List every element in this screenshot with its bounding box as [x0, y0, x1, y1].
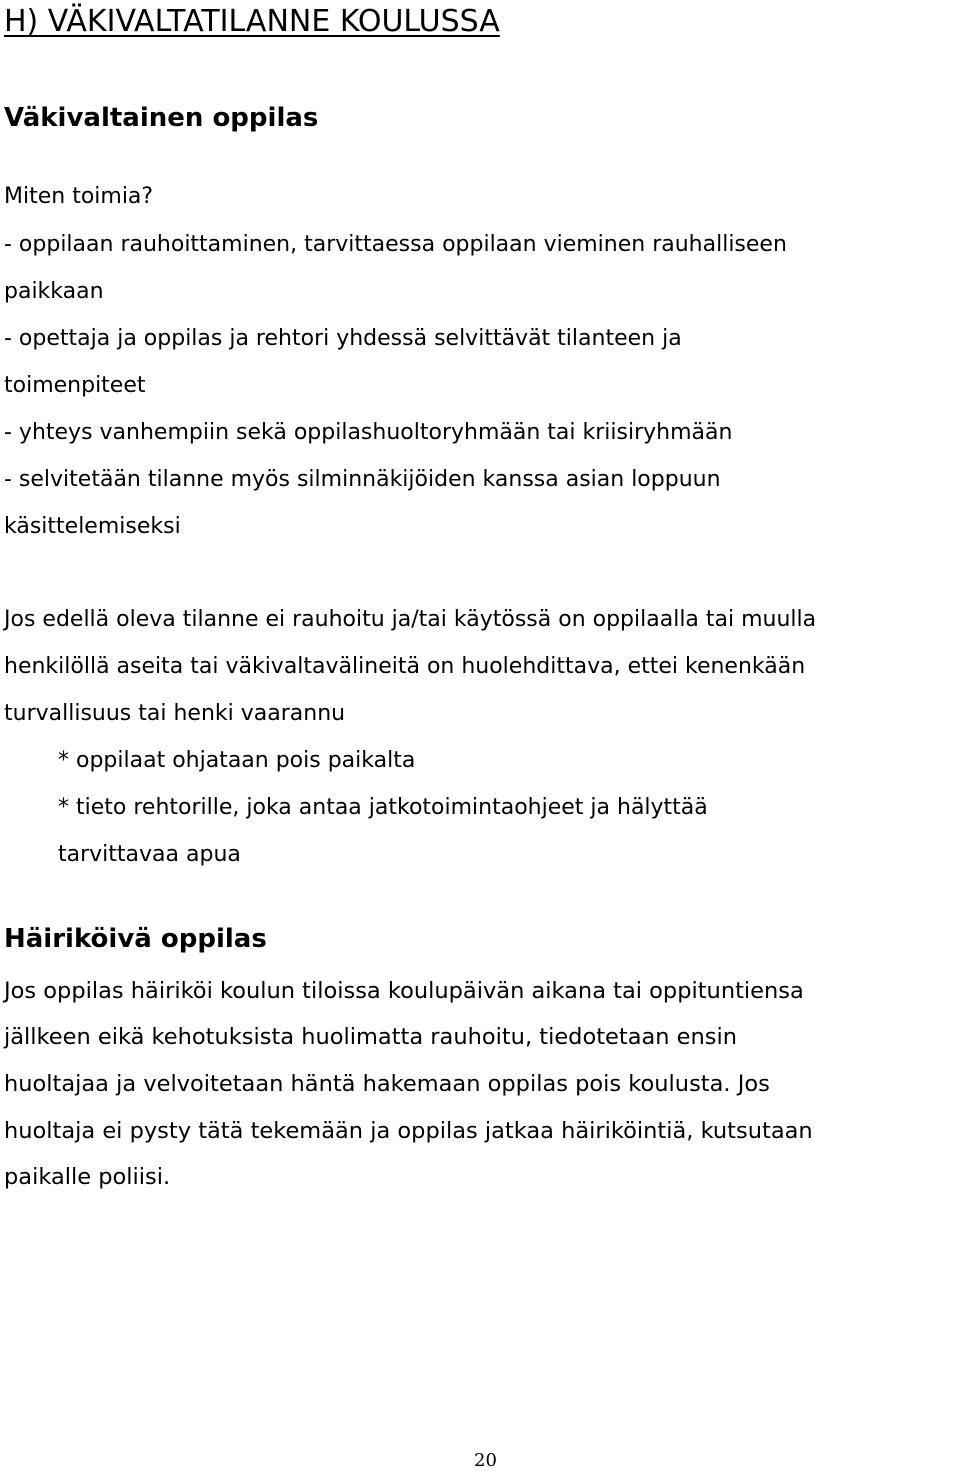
paragraph-line: paikalle poliisi.	[4, 1164, 171, 1190]
paragraph-line: jällkeen eikä kehotuksista huolimatta rauhoitu, tiedotetaan ensin	[4, 1024, 738, 1050]
instruction-line: - oppilaan rauhoittaminen, tarvittaessa oppilaan vieminen rauhalliseen	[4, 232, 787, 257]
instruction-line: - yhteys vanhempiin sekä oppilashuoltoryhmään tai kriisiryhmään	[4, 420, 733, 445]
instruction-line: - selvitetään tilanne myös silminnäkijöiden kanssa asian loppuun	[4, 467, 721, 492]
bullet-line: * tieto rehtorille, joka antaa jatkotoimintaohjeet ja hälyttää	[58, 795, 708, 820]
instruction-line: käsittelemiseksi	[4, 514, 181, 539]
paragraph-line: Jos oppilas häiriköi koulun tiloissa koulupäivän aikana tai oppituntiensa	[4, 978, 804, 1004]
page-number: 20	[474, 1450, 497, 1471]
page-title: H) VÄKIVALTATILANNE KOULUSSA	[4, 4, 500, 39]
section-heading-violent-student: Väkivaltainen oppilas	[4, 103, 319, 133]
paragraph-line: henkilöllä aseita tai väkivaltavälineitä on huolehdittava, ettei kenenkään	[4, 654, 806, 679]
paragraph-line: Jos edellä oleva tilanne ei rauhoitu ja/tai käytössä on oppilaalla tai muulla	[4, 607, 817, 632]
instruction-line: toimenpiteet	[4, 373, 146, 398]
section-heading-disruptive-student: Häiriköivä oppilas	[4, 924, 267, 954]
instruction-line: - opettaja ja oppilas ja rehtori yhdessä selvittävät tilanteen ja	[4, 326, 682, 351]
paragraph-line: turvallisuus tai henki vaarannu	[4, 701, 346, 726]
paragraph-line: huoltaja ei pysty tätä tekemään ja oppilas jatkaa häiriköintiä, kutsutaan	[4, 1118, 813, 1144]
bullet-line: tarvittavaa apua	[58, 842, 241, 867]
instruction-line: paikkaan	[4, 279, 104, 304]
bullet-line: * oppilaat ohjataan pois paikalta	[58, 748, 416, 773]
question-line: Miten toimia?	[4, 184, 154, 209]
paragraph-line: huoltajaa ja velvoitetaan häntä hakemaan oppilas pois koulusta. Jos	[4, 1071, 770, 1097]
